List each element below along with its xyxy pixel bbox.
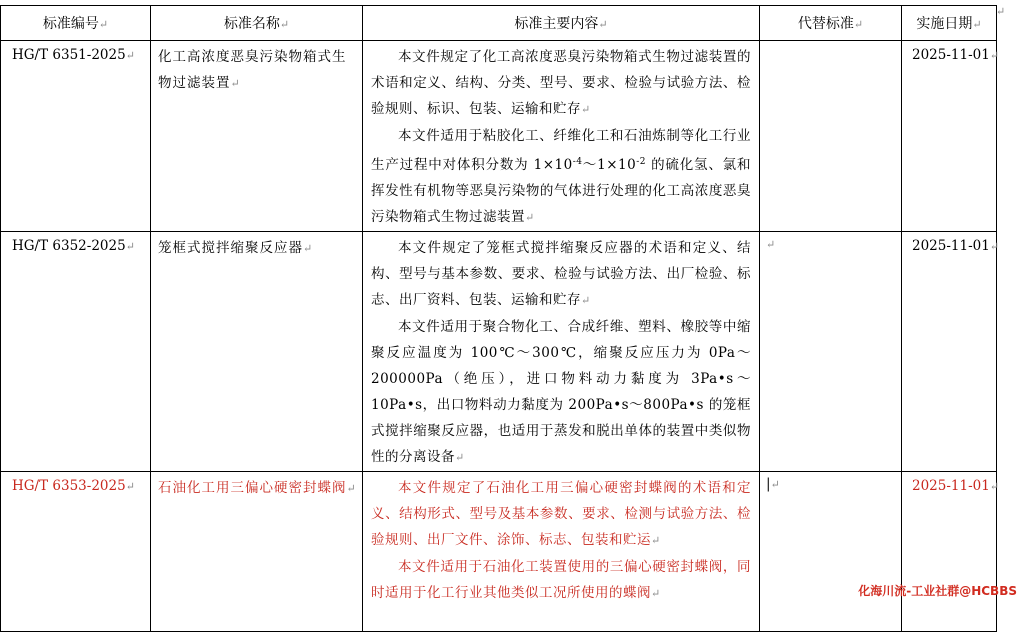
standard-code-cell: HG/T 6353-2025↵ — [1, 472, 151, 632]
implementation-date: 2025-11-01 — [912, 238, 990, 254]
replaces-cell — [760, 41, 902, 232]
header-name: 标准名称↵ — [151, 6, 363, 41]
content-paragraph-scope: 本文件规定了笼框式搅拌缩聚反应器的术语和定义、结构、型号与基本参数、要求、检验与试验方法、出厂检验、标志、出厂资料、包装、运输和贮存 — [371, 240, 751, 308]
standard-code: HG/T 6352-2025 — [12, 238, 126, 254]
table-header-row — [1, 6, 997, 41]
table-end-mark: ↵ — [996, 5, 1006, 18]
date-cell: 2025-11-01↵ — [902, 232, 997, 472]
date-cell: 2025-11-01↵ — [902, 41, 997, 232]
standard-code: HG/T 6353-2025 — [12, 478, 126, 494]
replaces-cell: |↵ — [760, 472, 902, 632]
content-paragraph-scope: 本文件规定了石油化工用三偏心硬密封蝶阀的术语和定义、结构形式、型号及基本参数、要求、检测与试验方法、检验规则、出厂文件、涂饰、标志、包装和贮运 — [371, 480, 751, 548]
standard-name: 化工高浓度恶臭污染物箱式生物过滤装置 — [158, 49, 347, 91]
header-replaces: 代替标准↵ — [760, 6, 902, 41]
date-cell: 2025-11-01↵ — [902, 472, 997, 632]
implementation-date: 2025-11-01 — [912, 47, 990, 63]
content-paragraph-applicability: 本文件适用于石油化工装置使用的三偏心硬密封蝶阀，同时适用于化工行业其他类似工况所使用的蝶阀 — [371, 559, 751, 601]
standard-content-cell: 本文件规定了笼框式搅拌缩聚反应器的术语和定义、结构、型号与基本参数、要求、检验与试验方法、出厂检验、标志、出厂资料、包装、运输和贮存↵ 本文件适用于聚合物化工、合成纤维、塑料、橡胶等中缩聚反应温度为 100℃～300℃，缩聚反应压力为 0Pa～200000Pa（绝压），进口物料动力黏度为 3Pa•s～10Pa•s，出口物料动力黏度为 200Pa•s～800Pa•s 的笼框式搅拌缩聚反应器，也适用于蒸发和脱出单体的装置中类似物性的分离设备↵ — [363, 232, 760, 472]
standard-name-cell: 笼框式搅拌缩聚反应器↵ — [151, 232, 363, 472]
standard-name: 笼框式搅拌缩聚反应器 — [158, 240, 303, 256]
implementation-date: 2025-11-01 — [912, 478, 990, 494]
header-date: 实施日期↵ — [902, 6, 997, 41]
header-code: 标准编号↵ — [1, 6, 151, 41]
content-paragraph-applicability: 本文件适用于聚合物化工、合成纤维、塑料、橡胶等中缩聚反应温度为 100℃～300℃，缩聚反应压力为 0Pa～200000Pa（绝压），进口物料动力黏度为 3Pa•s～10Pa•s，出口物料动力黏度为 200Pa•s～800Pa•s 的笼框式搅拌缩聚反应器，也适用于蒸发和脱出单体的装置中类似物性的分离设备 — [371, 319, 751, 465]
table-row-highlighted — [1, 472, 997, 632]
standard-name-cell: 石油化工用三偏心硬密封蝶阀↵ — [151, 472, 363, 632]
watermark: 化海川流-工业社群@HCBBS — [858, 584, 1017, 598]
standard-name-cell: 化工高浓度恶臭污染物箱式生物过滤装置↵ — [151, 41, 363, 232]
standard-name: 石油化工用三偏心硬密封蝶阀 — [158, 480, 347, 496]
table-row — [1, 41, 997, 232]
replaces-cell: ↵ — [760, 232, 902, 472]
table-row — [1, 232, 997, 472]
standard-content-cell: 本文件规定了石油化工用三偏心硬密封蝶阀的术语和定义、结构形式、型号及基本参数、要求、检测与试验方法、检验规则、出厂文件、涂饰、标志、包装和贮运↵ 本文件适用于石油化工装置使用的三偏心硬密封蝶阀，同时适用于化工行业其他类似工况所使用的蝶阀↵ — [363, 472, 760, 632]
standard-code: HG/T 6351-2025 — [12, 47, 126, 63]
standards-table — [0, 5, 1000, 632]
standard-code-cell: HG/T 6352-2025↵ — [1, 232, 151, 472]
content-paragraph-scope: 本文件规定了化工高浓度恶臭污染物箱式生物过滤装置的术语和定义、结构、分类、型号、要求、检验与试验方法、检验规则、标识、包装、运输和贮存 — [371, 49, 751, 117]
standard-content-cell: 本文件规定了化工高浓度恶臭污染物箱式生物过滤装置的术语和定义、结构、分类、型号、要求、检验与试验方法、检验规则、标识、包装、运输和贮存↵ 本文件适用于粘胶化工、纤维化工和石油炼制等化工行业生产过程中对体积分数为 $1\times 10^{-4}\sim 1\times 10^{-2}$ 的硫化氢、氯和挥发性有机物等恶臭污染物的气体进行处理的化工高浓度恶臭污染物箱式生物过滤装置↵ — [363, 41, 760, 232]
header-content: 标准主要内容↵ — [363, 6, 760, 41]
content-paragraph-applicability: 本文件适用于粘胶化工、纤维化工和石油炼制等化工行业生产过程中对体积分数为 $1\times 10^{-4}\sim 1\times 10^{-2}$ 的硫化氢、氯和挥发性有机物等恶臭污染物的气体进行处理的化工高浓度恶臭污染物箱式生物过滤装置↵ — [371, 128, 751, 225]
standard-code-cell: HG/T 6351-2025↵ — [1, 41, 151, 232]
